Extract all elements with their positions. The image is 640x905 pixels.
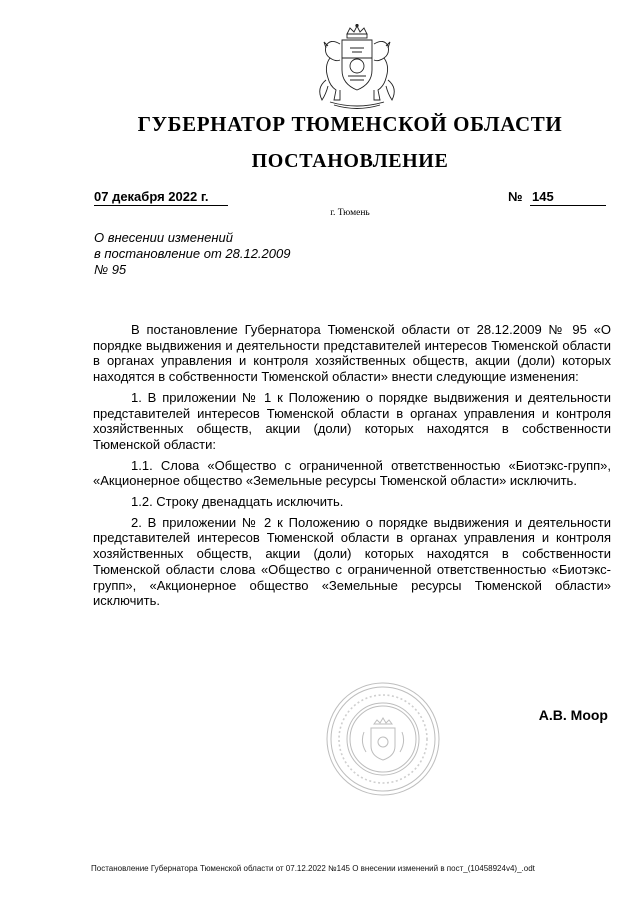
tyumen-coat-of-arms-icon [312,24,402,110]
official-seal-stamp-icon [324,680,442,798]
body-item-1-1: 1.1. Слова «Общество с ограниченной ответственностью «Биотэкс-групп», «Акционерное общество «Земельные ресурсы Тюменской области» исключить. [93,457,611,489]
subject-line: в постановление от 28.12.2009 [94,246,291,261]
subject-line: № 95 [94,262,127,277]
body-item-1-2: 1.2. Строку двенадцать исключить. [131,494,344,510]
organization-title: ГУБЕРНАТОР ТЮМЕНСКОЙ ОБЛАСТИ [137,112,563,136]
document-type-heading: ПОСТАНОВЛЕНИЕ [251,150,449,172]
subject-line: О внесении изменений [94,230,233,245]
body-item-2: 2. В приложении № 2 к Положению о порядке выдвижения и деятельности представителей интересов Тюменской области в органах управления и контроля хозяйственных обществ, акции (доли) которых находятся в собственности Тюменской области слова «Общество с ограниченной ответственностью «Биотэкс-групп», «Акционерное общество «Земельные ресурсы Тюменской области» исключить. [93,514,611,609]
body-intro-paragraph: В постановление Губернатора Тюменской области от 28.12.2009 № 95 «О порядке выдвижения и деятельности представителей интересов Тюменской области в органах управления и контроля хозяйственных обществ, акции (доли) которых находятся в собственности Тюменской области» внести следующие изменения: [93,322,611,385]
signatory-name: А.В. Моор [538,707,608,723]
footer-filename: Постановление Губернатора Тюменской области от 07.12.2022 №145 О внесении изменений в пост_(10458924v4)_.odt [91,864,535,873]
document-subject [94,230,334,278]
document-body [93,322,611,609]
document-number [508,189,604,204]
body-item-1: 1. В приложении № 1 к Положению о порядке выдвижения и деятельности представителей интересов Тюменской области в органах управления и контроля хозяйственных обществ, акции (доли) которых находятся в собственности Тюменской области: [93,389,611,452]
document-date: 07 декабря 2022 г. [94,189,228,206]
number-sign: № [508,189,523,204]
city-label: г. Тюмень [330,208,370,218]
number-value: 145 [530,189,606,206]
